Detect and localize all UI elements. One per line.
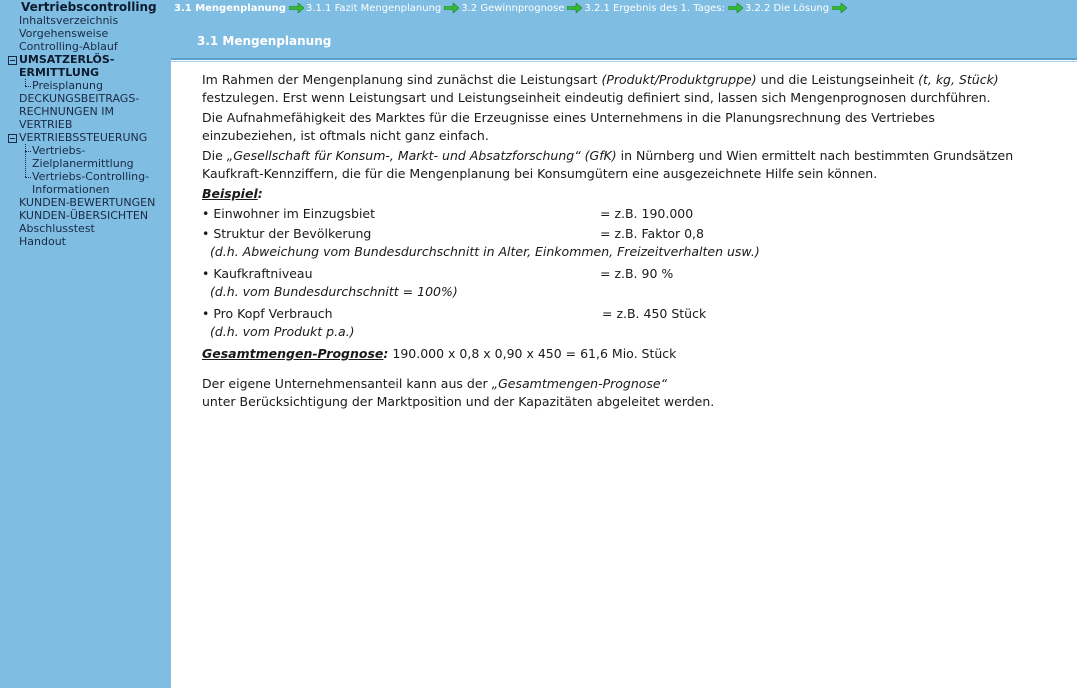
sidebar-item-controlling-ablauf[interactable]: Controlling-Ablauf: [19, 40, 118, 53]
row-label: • Pro Kopf Verbrauch: [202, 306, 333, 321]
sidebar-item-label: VERTRIEB: [19, 118, 73, 131]
text-span: festzulegen. Erst wenn Leistungsart und Leistungseinheit eindeutig definiert sind, lassen sich Mengenprognosen durchführen.: [202, 90, 991, 105]
sidebar-item-kunden-uebersichten[interactable]: KUNDEN-ÜBERSICHTEN: [19, 209, 149, 222]
text-span: (t, kg, Stück): [918, 72, 999, 87]
arrow-right-icon: [289, 3, 304, 13]
text-span: Der eigene Unternehmensanteil kann aus der: [202, 376, 492, 391]
tree-connector: [25, 177, 31, 178]
arrow-right-icon: [444, 3, 459, 13]
arrow-right-icon: [728, 3, 743, 13]
row-note: (d.h. vom Produkt p.a.): [210, 324, 355, 339]
gfk-paragraph: [202, 147, 1022, 183]
main-content: [202, 71, 1062, 413]
row-value: = z.B. Faktor 0,8: [600, 226, 704, 241]
text-span: Die: [202, 148, 227, 163]
sidebar-item-inhaltsverzeichnis[interactable]: Inhaltsverzeichnis: [19, 14, 119, 27]
header: [171, 0, 1077, 58]
tree-connector: [25, 86, 31, 87]
page-title: 3.1 Mengenplanung: [197, 34, 332, 48]
text-span: 190.000 x 0,8 x 0,90 x 450 = 61,6 Mio. Stück: [388, 346, 677, 361]
header-divider: [171, 58, 1077, 60]
row-value: = z.B. 190.000: [600, 206, 694, 221]
example-row: [202, 225, 1062, 243]
sidebar-item-preisplanung[interactable]: Preisplanung: [32, 79, 103, 92]
sidebar-item-label: DECKUNGSBEITRAGS-: [19, 92, 140, 105]
sidebar-item-label: ERMITTLUNG: [19, 66, 100, 79]
sidebar-item-abschlusstest[interactable]: Abschlusstest: [19, 222, 95, 235]
example-row: [202, 305, 1062, 323]
market-paragraph: Die Aufnahmefähigkeit des Marktes für die Erzeugnisse eines Unternehmens in die Planungsrechnung des Vertriebes einzubeziehen, ist oftmals nicht ganz einfach.: [202, 110, 935, 143]
row-note: (d.h. vom Bundesdurchschnitt = 100%): [210, 284, 458, 299]
sidebar-title: Vertriebscontrolling: [21, 0, 157, 14]
closing-paragraph: [202, 375, 1062, 411]
tree-connector: [25, 151, 31, 152]
sidebar: [0, 0, 171, 688]
breadcrumb-item-mengenplanung[interactable]: 3.1 Mengenplanung: [174, 2, 286, 14]
example-row: [202, 265, 1062, 283]
tree-connector: [25, 79, 26, 86]
row-value: = z.B. 90 %: [600, 266, 674, 281]
sidebar-item-kunden-bewertungen[interactable]: KUNDEN-BEWERTUNGEN: [19, 196, 156, 209]
sidebar-item-label: Informationen: [32, 183, 110, 196]
sidebar-item-label: UMSATZERLÖS-: [19, 53, 115, 66]
text-span: und die Leistungseinheit: [756, 72, 919, 87]
sidebar-item-label: RECHNUNGEN IM: [19, 105, 114, 118]
total-forecast: Gesamtmengen-Prognose: 190.000 x 0,8 x 0,90 x 450 = 61,6 Mio. Stück: [202, 346, 677, 361]
breadcrumb-item-fazit-mengenplanung[interactable]: 3.1.1 Fazit Mengenplanung: [305, 2, 442, 14]
tree-collapse-icon[interactable]: [8, 56, 17, 65]
tree-collapse-icon[interactable]: [8, 134, 17, 143]
sidebar-item-vorgehensweise[interactable]: Vorgehensweise: [19, 27, 109, 40]
text-span: unter Berücksichtigung der Marktposition und der Kapazitäten abgeleitet werden.: [202, 394, 715, 409]
sidebar-item-deckungsbeitragsrechnungen[interactable]: [19, 92, 139, 131]
example-heading: Beispiel:: [202, 186, 263, 201]
sidebar-item-vertriebs-zielplanermittlung[interactable]: [32, 144, 134, 170]
sidebar-item-handout[interactable]: Handout: [19, 235, 66, 248]
text-span: (Produkt/Produktgruppe): [601, 72, 757, 87]
row-label: • Struktur der Bevölkerung: [202, 226, 372, 241]
arrow-right-icon[interactable]: [832, 3, 847, 13]
text-span: Im Rahmen der Mengenplanung sind zunächst die Leistungsart: [202, 72, 602, 87]
example-row: [202, 205, 1062, 223]
sidebar-item-vertriebssteuerung[interactable]: VERTRIEBSSTEUERUNG: [19, 131, 148, 144]
breadcrumb-item-ergebnis[interactable]: 3.2.1 Ergebnis des 1. Tages:: [584, 2, 725, 14]
tree-connector: [25, 144, 26, 177]
row-label: • Einwohner im Einzugsbiet: [202, 206, 376, 221]
row-value: = z.B. 450 Stück: [602, 306, 707, 321]
header-divider: [171, 61, 1077, 62]
arrow-right-icon: [567, 3, 582, 13]
sidebar-item-vertriebs-controlling-informationen[interactable]: [32, 170, 149, 196]
text-span: Beispiel: [202, 186, 258, 201]
text-span: „Gesellschaft für Konsum-, Markt- und Absatzforschung“ (GfK): [226, 148, 617, 163]
intro-paragraph: [202, 71, 1062, 107]
text-span: „Gesamtmengen-Prognose“: [491, 376, 668, 391]
sidebar-item-label: Zielplanermittlung: [32, 157, 134, 170]
sidebar-item-label: Vertriebs-Controlling-: [32, 170, 150, 183]
text-span: Gesamtmengen-Prognose: [202, 346, 384, 361]
sidebar-item-label: Vertriebs-: [32, 144, 86, 157]
sidebar-item-umsatzerloes-ermittlung[interactable]: [19, 53, 114, 79]
breadcrumb-item-gewinnprognose[interactable]: 3.2 Gewinnprognose: [461, 2, 565, 14]
row-label: • Kaufkraftniveau: [202, 266, 313, 281]
row-note: (d.h. Abweichung vom Bundesdurchschnitt in Alter, Einkommen, Freizeitverhalten usw.): [210, 244, 760, 259]
breadcrumb: [174, 1, 849, 15]
text-span: in Nürnberg und Wien ermittelt nach bestimmten Grundsätzen Kaufkraft-Kennziffern, die für die Mengenplanung bei Konsumgütern eine ausgezeichnete Hilfe sein können.: [202, 148, 1014, 181]
breadcrumb-item-loesung[interactable]: 3.2.2 Die Lösung: [744, 2, 830, 14]
